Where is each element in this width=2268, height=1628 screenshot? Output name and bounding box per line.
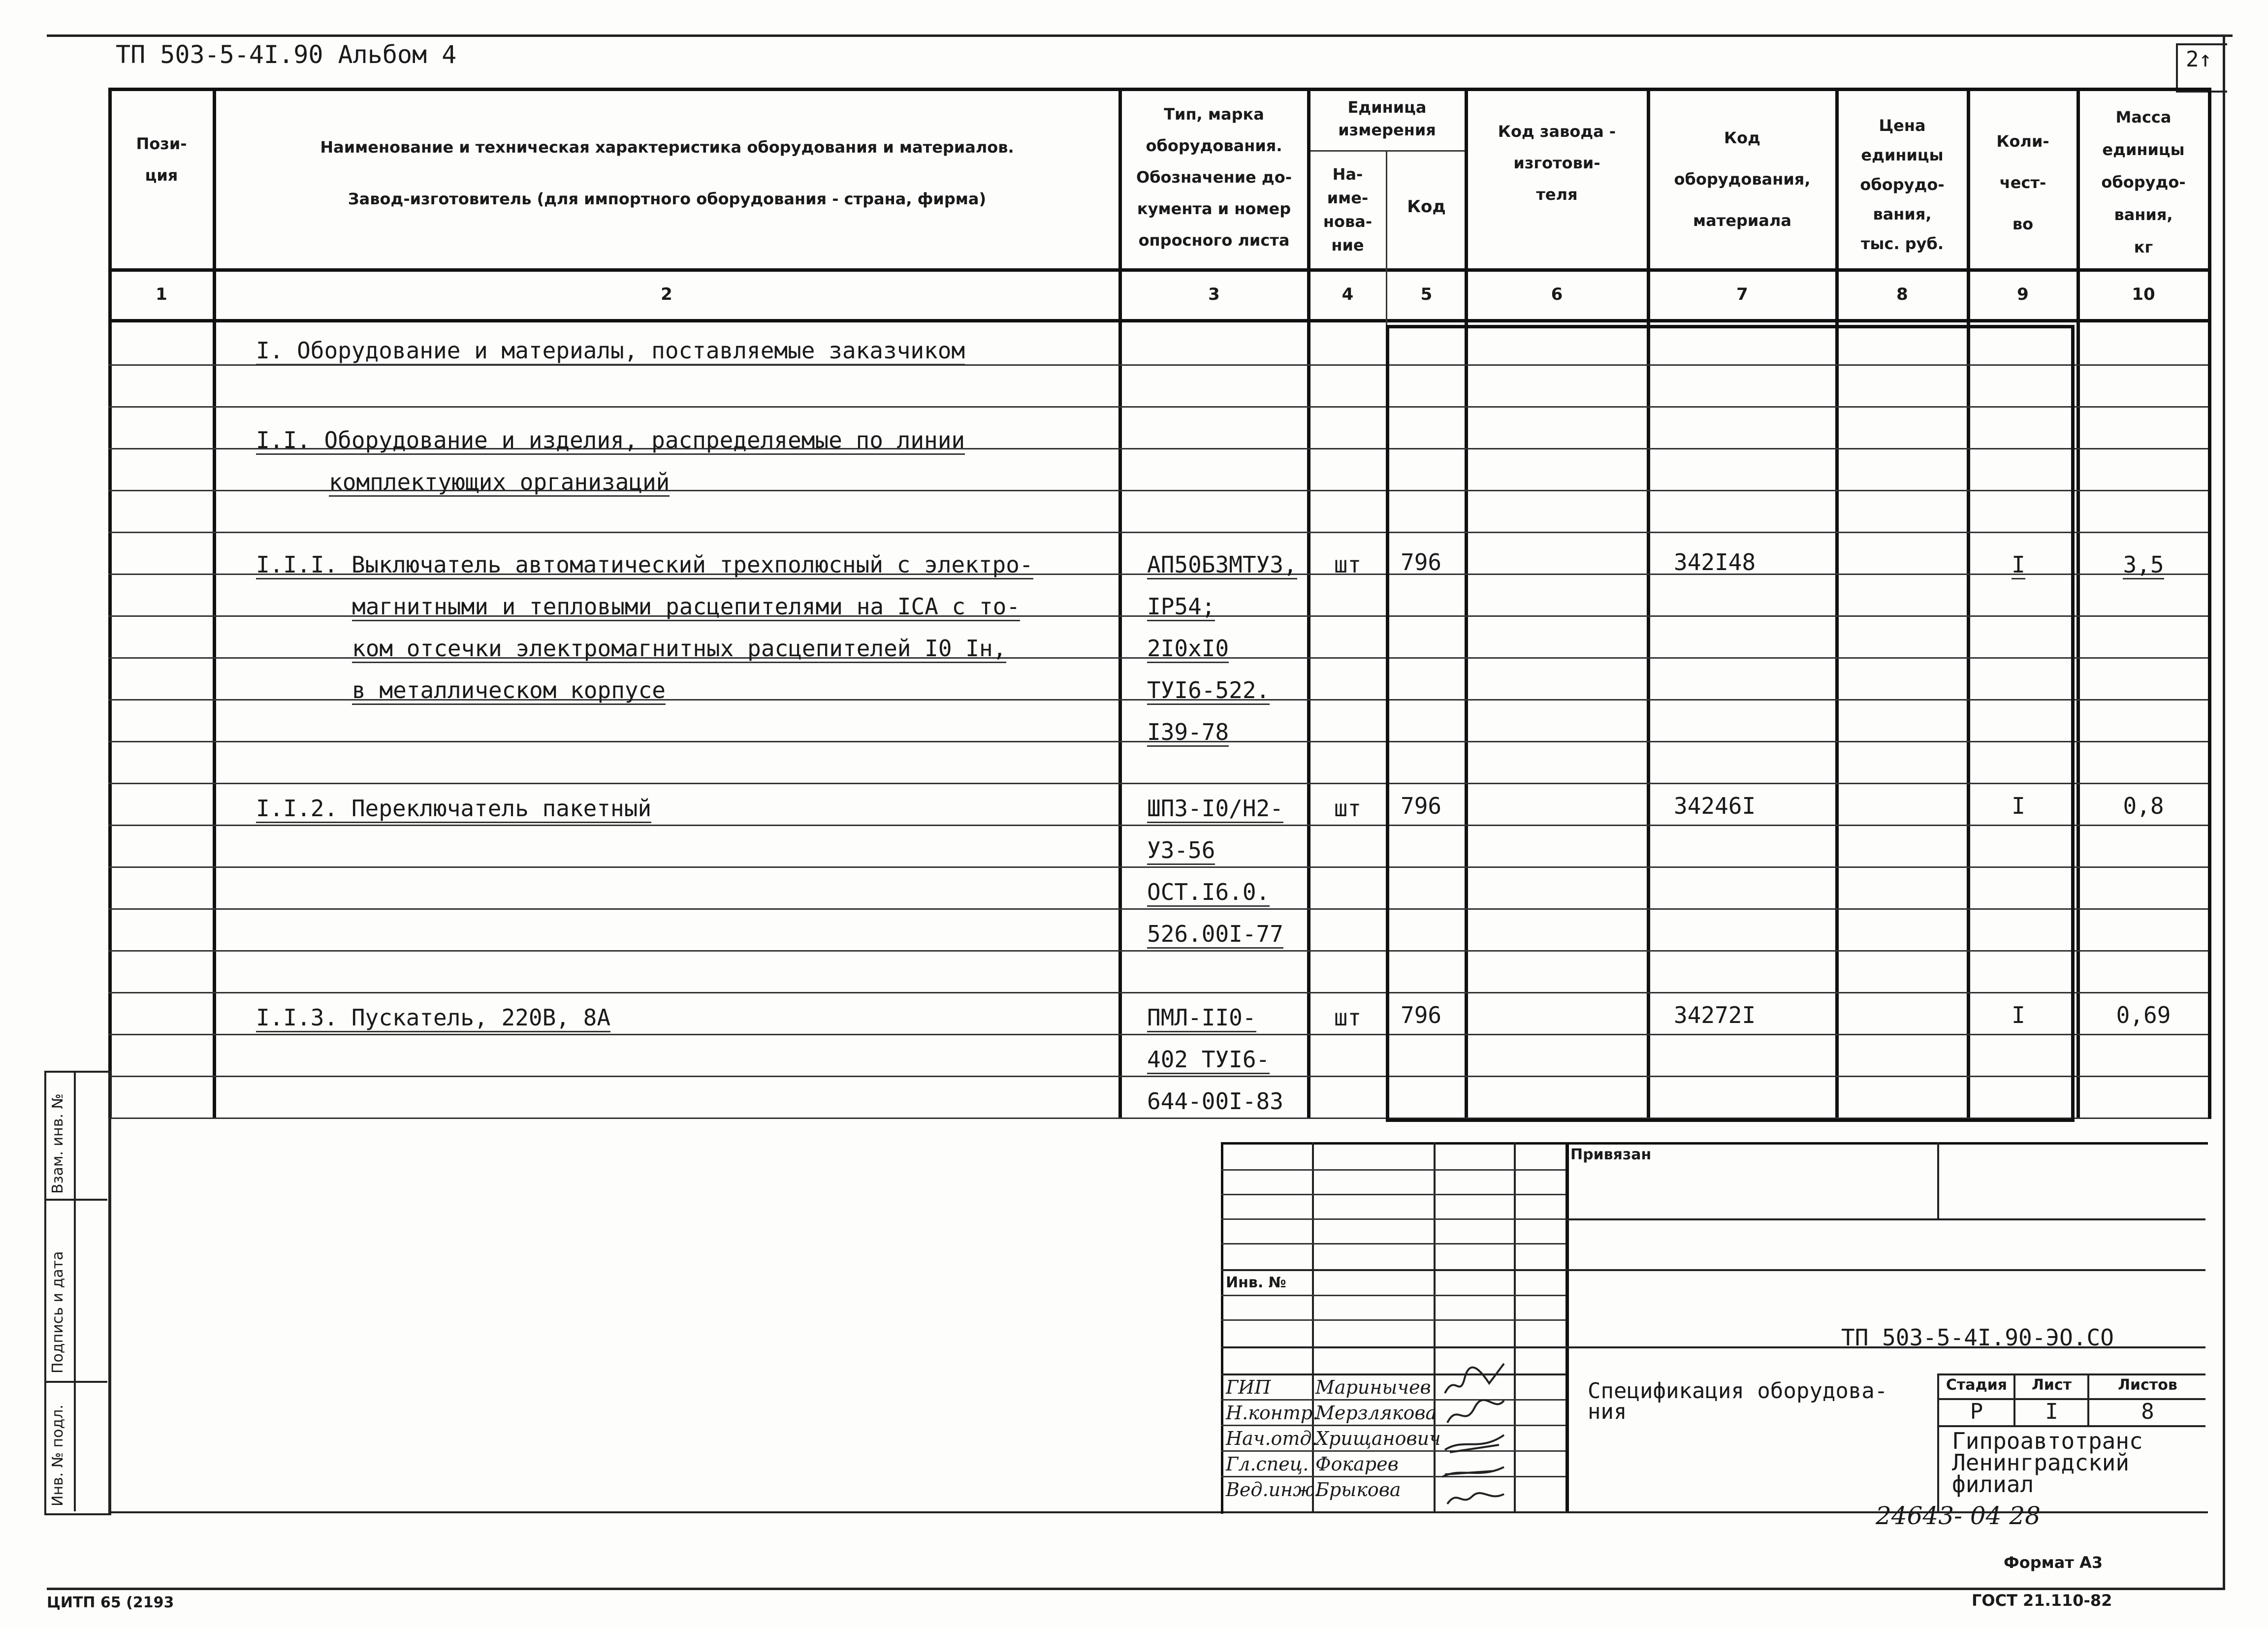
item-1-unit-code: 796	[1401, 549, 1442, 575]
header-name-line2: Завод-изготовитель (для импортного оборудования - страна, фирма)	[348, 190, 987, 208]
header-type-line: Обозначение до-	[1136, 168, 1292, 187]
tb-inv-no: Инв. №	[1226, 1274, 1286, 1291]
header-unit-name-line: име-	[1327, 189, 1369, 207]
item-2-type-line	[1147, 830, 1215, 871]
item-1-type-line	[1147, 711, 1229, 753]
col-number-5: 5	[1420, 285, 1433, 304]
tb-signature-role: Н.контр.	[1226, 1402, 1319, 1424]
header-price-line: Цена	[1879, 116, 1926, 135]
tb-organization-line: Ленинградский	[1952, 1449, 2130, 1476]
header-price-line: тыс. руб.	[1860, 234, 1944, 253]
header-type-line: опросного листа	[1138, 231, 1290, 250]
header-unit-name-line: ние	[1331, 236, 1364, 255]
col-number-9: 9	[2017, 285, 2029, 304]
col-number-1: 1	[156, 285, 167, 304]
handwritten-signatures	[1435, 1354, 1514, 1511]
header-position-line: Пози-	[136, 134, 187, 153]
item-2-qty: I	[2012, 793, 2025, 819]
col-number-10: 10	[2132, 285, 2155, 304]
section-1-1-title-text: I.I. Оборудование и изделия, распределяемые по линии	[256, 427, 965, 455]
tb-vline	[1514, 1142, 1516, 1511]
header-mass-line: оборудо-	[2101, 173, 2186, 192]
item-2-unit-code: 796	[1401, 793, 1442, 819]
item-2-name-line	[256, 788, 651, 829]
item-1-name-text: магнитными и тепловыми расцепителями на ICA с то-	[352, 593, 1020, 621]
bottom-left-stamp: ЦИТП 65 (2193	[47, 1594, 174, 1611]
item-1-qty	[1969, 544, 2068, 585]
item-1-type-line	[1147, 586, 1215, 627]
header-unit-group-line: Единица	[1347, 98, 1427, 117]
side-stamp-podpis: Подпись и дата	[49, 1251, 66, 1373]
item-2-type-line	[1147, 788, 1283, 829]
header-type-line: оборудования.	[1146, 136, 1282, 155]
tb-hline	[1221, 1269, 2205, 1271]
gost-label: ГОСТ 21.110-82	[1972, 1591, 2112, 1610]
col-number-7: 7	[1736, 285, 1748, 304]
frame-top	[47, 34, 2233, 37]
header-equipment-code-line: оборудования,	[1674, 170, 1811, 189]
item-3-type-line	[1147, 997, 1256, 1038]
header-price-line: оборудо-	[1860, 175, 1945, 194]
item-2-type-text: УЗ-56	[1147, 837, 1215, 865]
item-1-mass	[2079, 544, 2208, 585]
header-quantity	[1969, 121, 2076, 245]
tb-vline	[1937, 1373, 1939, 1511]
col-number-2: 2	[661, 285, 672, 304]
header-unit-name-line: На-	[1332, 165, 1363, 184]
col-number-6: 6	[1551, 285, 1563, 304]
numbers-bottom-border	[108, 319, 2210, 322]
tb-organization-line: филиал	[1952, 1471, 2034, 1498]
side-stamp-row	[44, 1381, 107, 1383]
tb-vline	[1937, 1142, 1939, 1218]
header-mass-line: Масса	[2115, 108, 2172, 127]
header-mass-line: вания,	[2114, 205, 2173, 224]
item-1-code: 342I48	[1674, 549, 1756, 575]
header-equipment-code	[1649, 117, 1835, 241]
tb-doc-title-line: Спецификация оборудова-	[1588, 1378, 1888, 1404]
item-3-type-text: 402 ТУI6-	[1147, 1046, 1270, 1074]
tb-sheet: I	[2045, 1399, 2058, 1424]
item-2-type-line	[1147, 913, 1283, 955]
header-factory-code-line: Код завода -	[1498, 122, 1616, 141]
item-1-name-line	[352, 586, 1020, 627]
header-type	[1120, 98, 1308, 256]
tb-hline	[1565, 1218, 2205, 1220]
tb-stage: Р	[1970, 1399, 1983, 1424]
item-3-type-line	[1147, 1039, 1270, 1080]
item-2-type-text: ОСТ.I6.0.	[1147, 879, 1270, 907]
tb-signature-name: Брыкова	[1315, 1479, 1401, 1500]
header-factory-code	[1467, 116, 1647, 210]
tb-organization-line: Гипроавтотранс	[1952, 1428, 2143, 1454]
item-1-name-text: I.I.I. Выключатель автоматический трехполюсный с электро-	[256, 551, 1033, 579]
item-3-name-line	[256, 997, 610, 1038]
tb-signature-names	[1315, 1374, 1441, 1502]
side-stamp-row	[44, 1199, 107, 1201]
item-2-type-line	[1147, 871, 1270, 913]
col-number-3: 3	[1208, 285, 1220, 304]
frame-right	[2223, 34, 2225, 1588]
tb-hline	[1221, 1295, 1565, 1296]
item-1-name-line	[256, 544, 1033, 585]
item-3-type-line	[1147, 1081, 1283, 1122]
tb-signature-role: Гл.спец.	[1226, 1453, 1309, 1475]
side-stamp-divider	[74, 1071, 76, 1511]
tb-hline	[1221, 1169, 1565, 1171]
tb-hline	[1221, 1319, 1565, 1321]
header-equipment-code-line: материала	[1693, 211, 1791, 230]
tb-hline	[1221, 1194, 1565, 1195]
header-quantity-line: Коли-	[1996, 132, 2049, 151]
tb-sheets: 8	[2141, 1399, 2154, 1424]
tb-signature-roles	[1226, 1374, 1320, 1502]
side-stamp-inv-podl: Инв. № подл.	[49, 1405, 66, 1506]
tb-signature-role: Вед.инж.	[1226, 1479, 1320, 1500]
header-mass-line: единицы	[2102, 140, 2185, 159]
item-1-type-text: АП50БЗМТУЗ,	[1147, 551, 1297, 579]
tb-vline	[2087, 1373, 2089, 1425]
header-type-line: кумента и номер	[1137, 199, 1291, 218]
tb-privyazan: Привязан	[1570, 1146, 1652, 1163]
header-price	[1838, 111, 1967, 258]
item-1-qty-text: I	[2012, 551, 2025, 579]
item-1-name-line	[352, 628, 1006, 669]
item-2-code: 34246I	[1674, 793, 1756, 819]
col-number-4: 4	[1342, 285, 1354, 304]
tb-signature-name: Фокарев	[1315, 1453, 1399, 1475]
tb-signature-role: Нач.отд.	[1226, 1428, 1318, 1449]
header-name-line1: Наименование и техническая характеристика оборудования и материалов.	[320, 138, 1014, 157]
header-position-line: ция	[145, 166, 178, 185]
tb-hline	[1937, 1425, 2205, 1427]
tb-hline	[1221, 1218, 1565, 1220]
frame-bottom	[47, 1588, 2225, 1590]
item-1-type-line	[1147, 670, 1270, 711]
tb-hline	[1221, 1243, 1565, 1245]
tb-stage-label: Стадия	[1946, 1376, 2008, 1394]
header-price-line: вания,	[1873, 205, 1932, 223]
archive-number: 24643- 04 28	[1876, 1501, 2041, 1530]
item-1-name-line	[352, 670, 666, 711]
header-unit-group-line: измерения	[1338, 121, 1436, 139]
tb-sheet-label: Лист	[2031, 1376, 2072, 1394]
tb-organization	[1952, 1428, 2143, 1498]
item-1-type-text: IP54;	[1147, 593, 1215, 621]
item-1-type-text: ТУI6-522.	[1147, 677, 1270, 705]
section-1-1-title-text: комплектующих организаций	[329, 469, 670, 497]
item-1-type-line	[1147, 628, 1229, 669]
item-3-code: 34272I	[1674, 1002, 1756, 1028]
item-2-mass: 0,8	[2123, 793, 2164, 819]
header-equipment-code-line: Код	[1724, 128, 1760, 147]
side-stamp-vzam: Взам. инв. №	[49, 1093, 66, 1194]
header-unit-name	[1310, 162, 1386, 257]
item-1-unit: шт	[1334, 551, 1362, 578]
item-1-type-text: 2I0xI0	[1147, 635, 1229, 663]
item-3-mass: 0,69	[2116, 1002, 2171, 1028]
col-divider-1	[213, 88, 216, 1119]
tb-vline	[1565, 1142, 1569, 1511]
item-2-type-text: ШПЗ-I0/Н2-	[1147, 795, 1283, 823]
item-3-type-text: ПМЛ-II0-	[1147, 1004, 1256, 1032]
col-number-8: 8	[1896, 285, 1908, 304]
header-unit-code: Код	[1407, 197, 1446, 217]
tb-doc-title	[1588, 1378, 1888, 1424]
corner-number: 2↑	[2186, 47, 2212, 72]
header-mass	[2079, 101, 2208, 263]
header-factory-code-line: теля	[1536, 185, 1578, 204]
header-position	[110, 128, 213, 191]
format-label: Формат А3	[2004, 1553, 2103, 1572]
col-divider-10	[2208, 88, 2211, 1119]
top-left-title: ТП 503-5-4I.90 Альбом 4	[116, 40, 457, 69]
header-mass-line: кг	[2134, 238, 2153, 256]
item-1-type-text: I39-78	[1147, 719, 1229, 747]
item-1-name-text: ком отсечки электромагнитных расцепителей I0 Iн,	[352, 635, 1006, 663]
header-quantity-line: чест-	[1999, 173, 2046, 192]
header-unit-name-line: нова-	[1323, 212, 1373, 231]
header-unit-group	[1310, 96, 1465, 141]
item-1-type-line	[1147, 544, 1297, 585]
header-price-line: единицы	[1861, 146, 1944, 164]
header-type-line: Тип, марка	[1164, 105, 1264, 124]
item-3-unit: шт	[1334, 1004, 1362, 1031]
tb-signature-role: ГИП	[1226, 1376, 1271, 1398]
tb-signature-name: Мерзлякова	[1315, 1402, 1437, 1424]
tb-doc-code: ТП 503-5-4I.90-ЭО.СО	[1841, 1324, 2114, 1351]
tb-sheets-label: Листов	[2118, 1376, 2177, 1394]
section-1-title-text: I. Оборудование и материалы, поставляемые заказчиком	[256, 337, 965, 365]
item-2-unit: шт	[1334, 795, 1362, 822]
item-3-name-text: I.I.3. Пускатель, 220В, 8А	[256, 1004, 610, 1032]
col-divider-0	[108, 88, 112, 1119]
table-top-border	[108, 88, 2210, 91]
header-factory-code-line: изготови-	[1513, 154, 1600, 172]
item-3-type-text: 644-00I-83	[1147, 1088, 1283, 1115]
item-2-type-text: 526.00I-77	[1147, 921, 1283, 949]
tb-vline	[2013, 1373, 2015, 1425]
tb-signature-name: Хрищанович	[1315, 1428, 1441, 1449]
item-1-mass-text: 3,5	[2123, 551, 2164, 579]
item-3-qty: I	[2012, 1002, 2025, 1028]
section-1-1-title-line2	[329, 461, 670, 503]
item-3-unit-code: 796	[1401, 1002, 1442, 1028]
section-1-1-title-line1	[256, 419, 965, 461]
header-quantity-line: во	[2012, 215, 2034, 233]
item-1-name-text: в металлическом корпусе	[352, 677, 666, 705]
tb-doc-title-line: ния	[1588, 1399, 1627, 1424]
tb-hline	[1937, 1373, 2205, 1375]
section-1-title	[256, 330, 965, 371]
item-2-name-text: I.I.2. Переключатель пакетный	[256, 795, 651, 823]
header-bottom-border	[108, 268, 2210, 272]
tb-signature-name: Маринычев	[1315, 1376, 1431, 1398]
